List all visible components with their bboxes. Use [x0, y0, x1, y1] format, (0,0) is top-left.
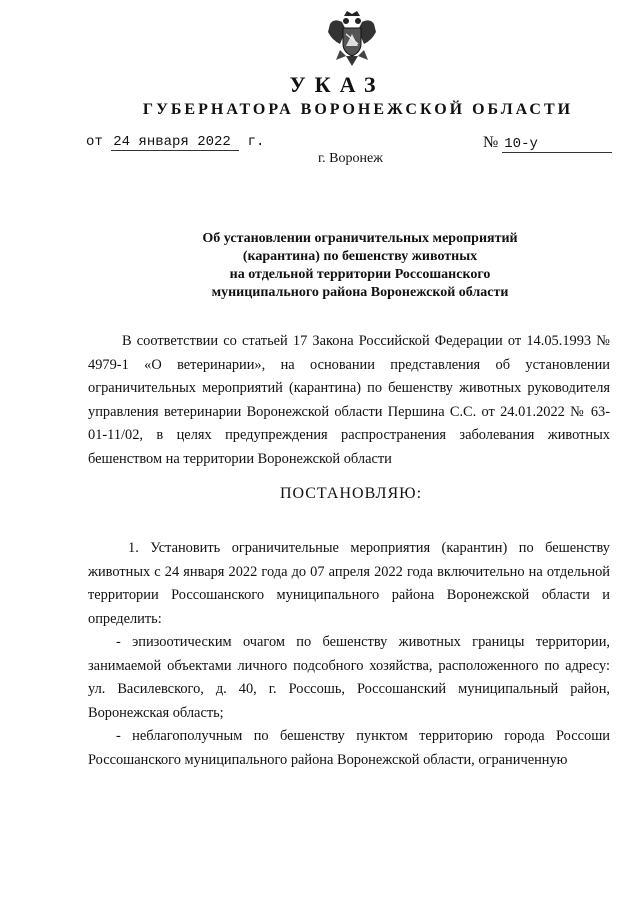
- number-value: 10-у: [502, 136, 612, 153]
- items-section: [88, 537, 610, 772]
- item-1: 1. Установить ограничительные мероприятия (карантин) по бешенству животных с 24 января 2022 года до 07 апреля 2022 года включительно на отдельной территории Россошанского муниципального района Воронежской области и определить:: [88, 540, 610, 627]
- item-1-dash-1: - эпизоотическим очагом по бешенству животных границы территории, занимаемой объектами личного подсобного хозяйства, расположенного по адресу: ул. Василевского, д. 40, г. Россошь, Россошанский муниципальный район, Воронежская область;: [88, 634, 610, 721]
- preamble: [88, 330, 610, 471]
- date-suffix: г.: [247, 134, 265, 150]
- number-prefix: №: [483, 134, 499, 151]
- document-subtitle: ГУБЕРНАТОРА ВОРОНЕЖСКОЙ ОБЛАСТИ: [142, 101, 574, 118]
- subject-heading: [140, 230, 580, 302]
- city-label: г. Воронеж: [318, 151, 383, 166]
- subject-line: (карантина) по бешенству животных: [242, 249, 478, 264]
- date-value: 24 января 2022: [111, 134, 239, 151]
- date-field: [86, 134, 264, 151]
- subject-line: на отдельной территории Россошанского: [229, 267, 491, 282]
- decree-word: ПОСТАНОВЛЯЮ:: [279, 485, 423, 502]
- number-field: [483, 134, 612, 153]
- document-title: УКАЗ: [289, 72, 385, 97]
- subject-line: муниципального района Воронежской области: [211, 285, 509, 300]
- subject-line: Об установлении ограничительных мероприятий: [202, 231, 518, 246]
- date-prefix: от: [86, 134, 103, 150]
- preamble-text: В соответствии со статьей 17 Закона Российской Федерации от 14.05.1993 № 4979-1 «О ветеринарии», на основании представления об установлении ограничительных мероприятий (карантина) по бешенству животных руководителя управления ветеринарии Воронежской области Першина С.С. от 24.01.2022 № 63-01-11/02, в целях предупреждения распространения заболевания животных бешенством на территории Воронежской области: [88, 333, 610, 467]
- item-1-dash-2: - неблагополучным по бешенству пунктом территорию города Россоши Россошанского муниципального района Воронежской области, ограниченную: [88, 728, 610, 768]
- coat-of-arms-emblem: [326, 10, 378, 68]
